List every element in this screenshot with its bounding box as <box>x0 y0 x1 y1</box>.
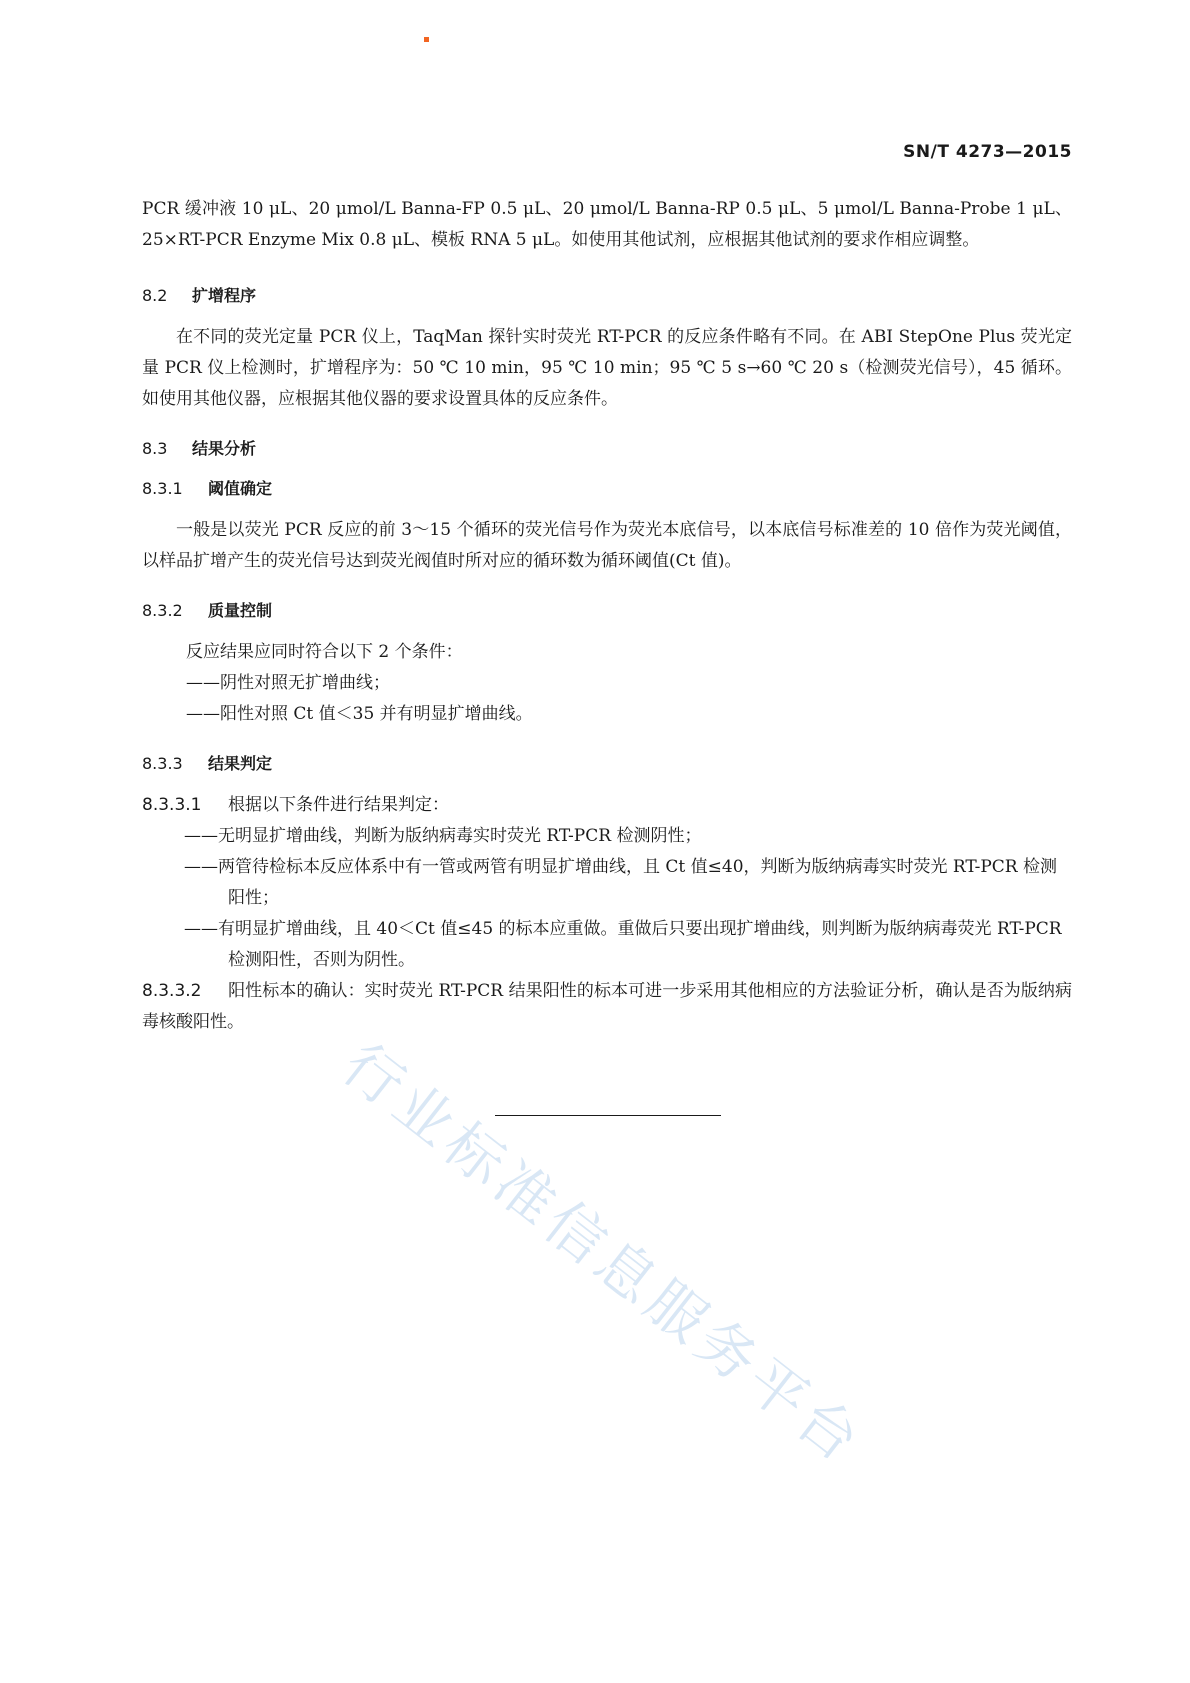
section-number: 8.3.2 <box>142 601 183 620</box>
section-8-3-3-heading <box>142 750 1072 778</box>
document-body <box>142 194 1072 1038</box>
section-number: 8.3.3.1 <box>142 795 202 815</box>
intro-paragraph: PCR 缓冲液 10 μL、20 μmol/L Banna-FP 0.5 μL、20 μmol/L Banna-RP 0.5 μL、5 μmol/L Banna-Probe 1 μL、25×RT-PCR Enzyme Mix 0.8 μL、模板 RNA 5 μL。如使用其他试剂，应根据其他试剂的要求作相应调整。 <box>142 199 1072 250</box>
section-8-3-heading <box>142 435 1072 463</box>
section-8-2-heading <box>142 282 1072 310</box>
watermark: 行业标准信息服务平台 <box>330 1030 877 1478</box>
section-title: 结果判定 <box>208 754 273 773</box>
section-8-3-3-2 <box>142 976 1072 1038</box>
section-title: 结果分析 <box>192 439 257 458</box>
section-number: 8.3.3.2 <box>142 981 202 1001</box>
section-8-3-1-heading <box>142 475 1072 503</box>
list-item: ——无明显扩增曲线，判断为版纳病毒实时荧光 RT-PCR 检测阴性； <box>184 826 702 846</box>
section-body: 阳性标本的确认：实时荧光 RT-PCR 结果阳性的标本可进一步采用其他相应的方法验证分析，确认是否为版纳病毒核酸阳性。 <box>142 981 1072 1032</box>
list-item: ——有明显扩增曲线，且 40＜Ct 值≤45 的标本应重做。重做后只要出现扩增曲线，则判断为版纳病毒荧光 RT-PCR 检测阳性，否则为阴性。 <box>184 919 1062 970</box>
section-8-2-body: 在不同的荧光定量 PCR 仪上，TaqMan 探针实时荧光 RT-PCR 的反应条件略有不同。在 ABI StepOne Plus 荧光定量 PCR 仪上检测时，扩增程序为：50 ℃ 10 min，95 ℃ 10 min；95 ℃ 5 s→60 ℃ 20 s（检测荧光信号），45 循环。如使用其他仪器，应根据其他仪器的要求设置具体的反应条件。 <box>142 327 1072 409</box>
section-8-3-3-1 <box>142 790 1072 821</box>
list-item: ——阴性对照无扩增曲线； <box>186 673 390 693</box>
section-8-3-2-heading <box>142 597 1072 625</box>
list-item: ——两管待检标本反应体系中有一管或两管有明显扩增曲线，且 Ct 值≤40，判断为版纳病毒实时荧光 RT-PCR 检测阳性； <box>184 857 1057 908</box>
corner-mark <box>424 37 429 42</box>
section-title: 扩增程序 <box>192 286 257 305</box>
list-item: ——阳性对照 Ct 值＜35 并有明显扩增曲线。 <box>186 704 533 724</box>
section-8-3-1-body: 一般是以荧光 PCR 反应的前 3～15 个循环的荧光信号作为荧光本底信号，以本底信号标准差的 10 倍作为荧光阈值，以样品扩增产生的荧光信号达到荧光阀值时所对应的循环数为循环阈值(Ct 值)。 <box>142 520 1072 571</box>
end-rule <box>495 1115 721 1116</box>
section-number: 8.2 <box>142 286 168 305</box>
section-number: 8.3.1 <box>142 479 183 498</box>
section-8-3-2-lead: 反应结果应同时符合以下 2 个条件： <box>186 642 463 662</box>
section-number: 8.3.3 <box>142 754 183 773</box>
section-number: 8.3 <box>142 439 168 458</box>
document-id: SN/T 4273—2015 <box>903 142 1072 162</box>
section-title: 阈值确定 <box>208 479 273 498</box>
section-title: 质量控制 <box>208 601 273 620</box>
section-lead: 根据以下条件进行结果判定： <box>228 795 449 815</box>
